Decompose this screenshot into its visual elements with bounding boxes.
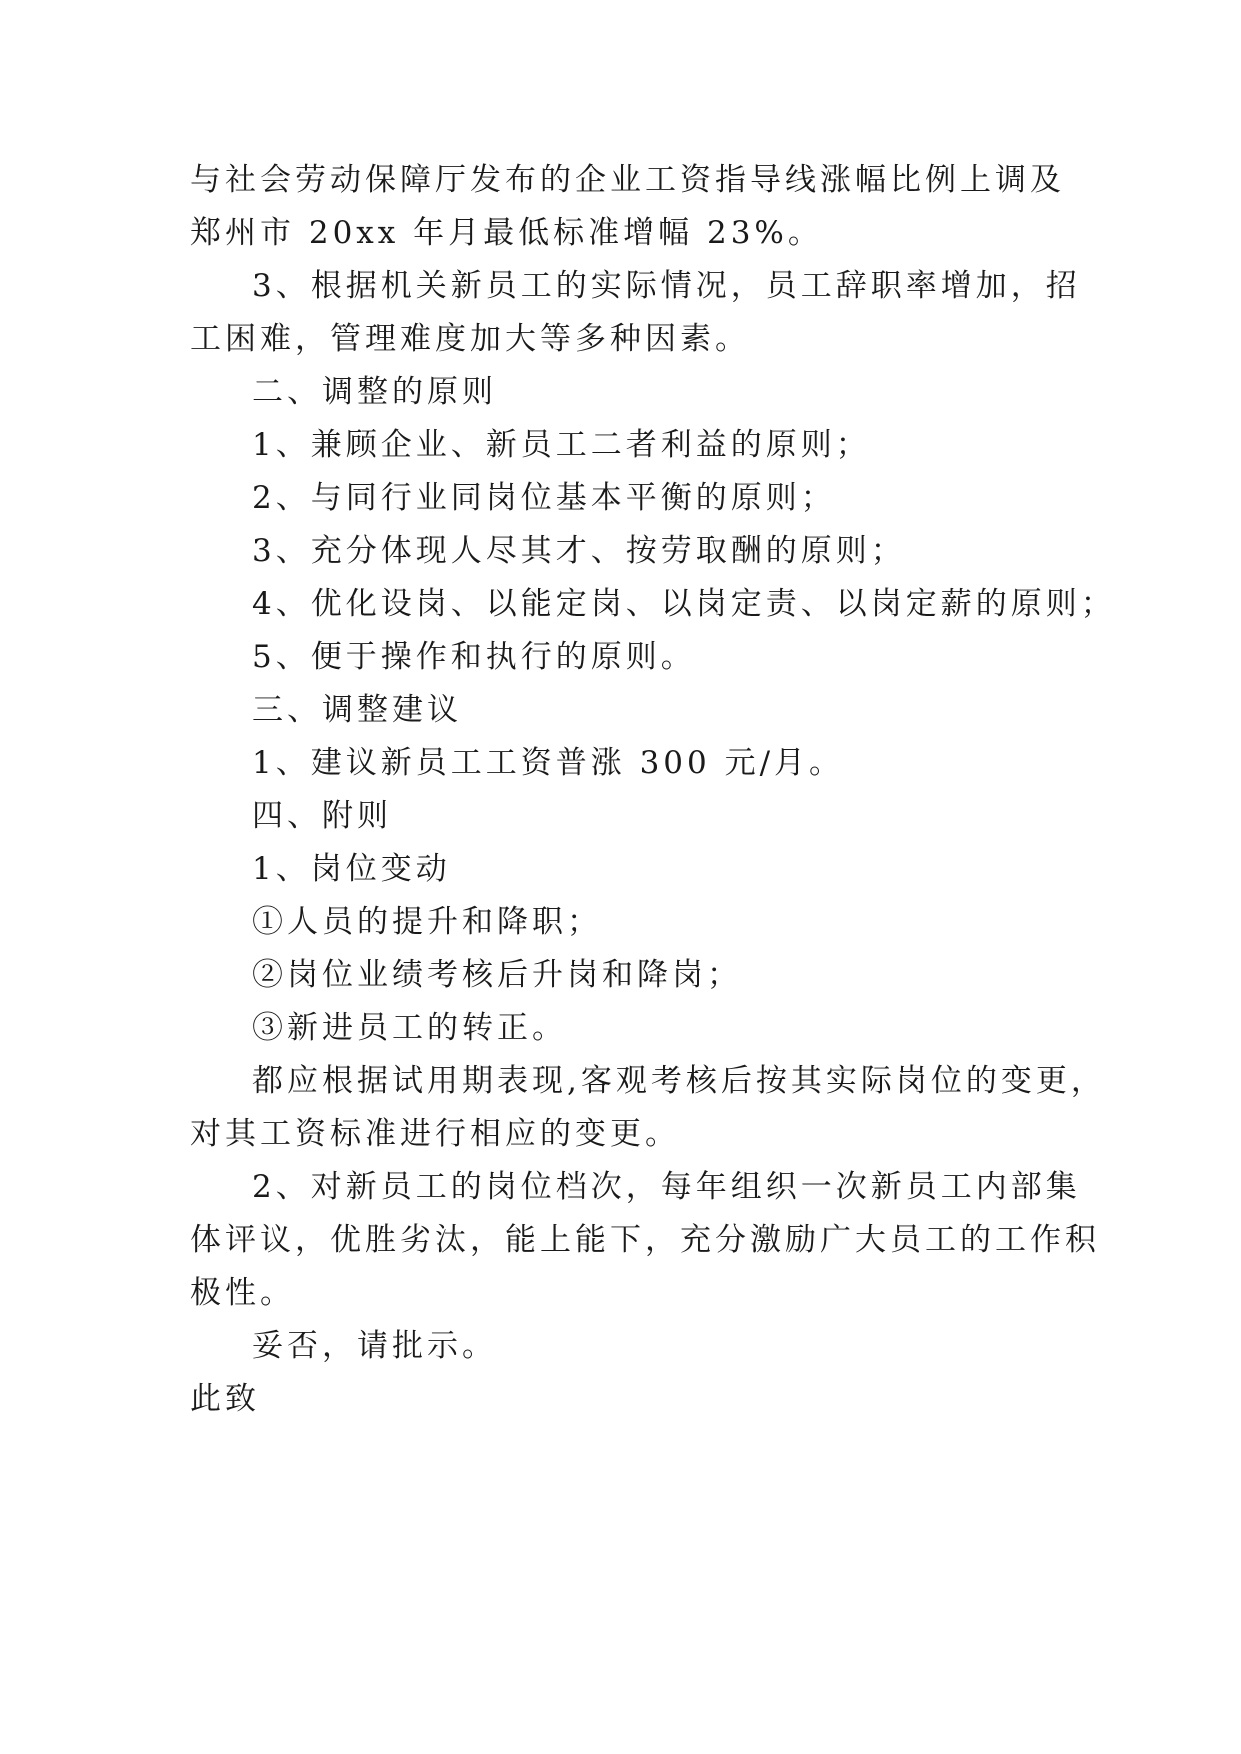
list-item: 2、与同行业同岗位基本平衡的原则； (252, 480, 836, 516)
sub-list-item: ①人员的提升和降职； (252, 904, 602, 940)
section-heading: 四、附则 (252, 798, 392, 834)
list-item: 1、兼顾企业、新员工二者利益的原则； (252, 427, 871, 463)
list-item: 5、便于操作和执行的原则。 (252, 639, 696, 675)
body-text-line: 对其工资标准进行相应的变更。 (190, 1116, 680, 1152)
body-text-line: 与社会劳动保障厅发布的企业工资指导线涨幅比例上调及 (190, 162, 1065, 198)
body-text-line: 都应根据试用期表现,客观考核后按其实际岗位的变更， (252, 1063, 1106, 1099)
body-text-line: 工困难，管理难度加大等多种因素。 (190, 321, 750, 357)
sub-list-item: ②岗位业绩考核后升岗和降岗； (252, 957, 742, 993)
list-item: 1、建议新员工工资普涨 300 元/月。 (252, 745, 845, 781)
body-text-line: 3、根据机关新员工的实际情况，员工辞职率增加，招 (252, 268, 1081, 304)
section-heading: 三、调整建议 (252, 692, 462, 728)
section-heading: 二、调整的原则 (252, 374, 497, 410)
closing-request: 妥否，请批示。 (252, 1328, 497, 1364)
body-text-line: 体评议，优胜劣汰，能上能下，充分激励广大员工的工作积 (190, 1222, 1100, 1258)
body-text-line: 2、对新员工的岗位档次，每年组织一次新员工内部集 (252, 1169, 1081, 1205)
closing-salutation: 此致 (190, 1381, 260, 1417)
list-item: 4、优化设岗、以能定岗、以岗定责、以岗定薪的原则； (252, 586, 1116, 622)
list-item: 3、充分体现人尽其才、按劳取酬的原则； (252, 533, 906, 569)
body-text-line: 郑州市 20xx 年月最低标准增幅 23%。 (190, 215, 823, 251)
sub-list-item: ③新进员工的转正。 (252, 1010, 567, 1046)
body-text-line: 极性。 (190, 1275, 295, 1311)
list-item: 1、岗位变动 (252, 851, 451, 887)
